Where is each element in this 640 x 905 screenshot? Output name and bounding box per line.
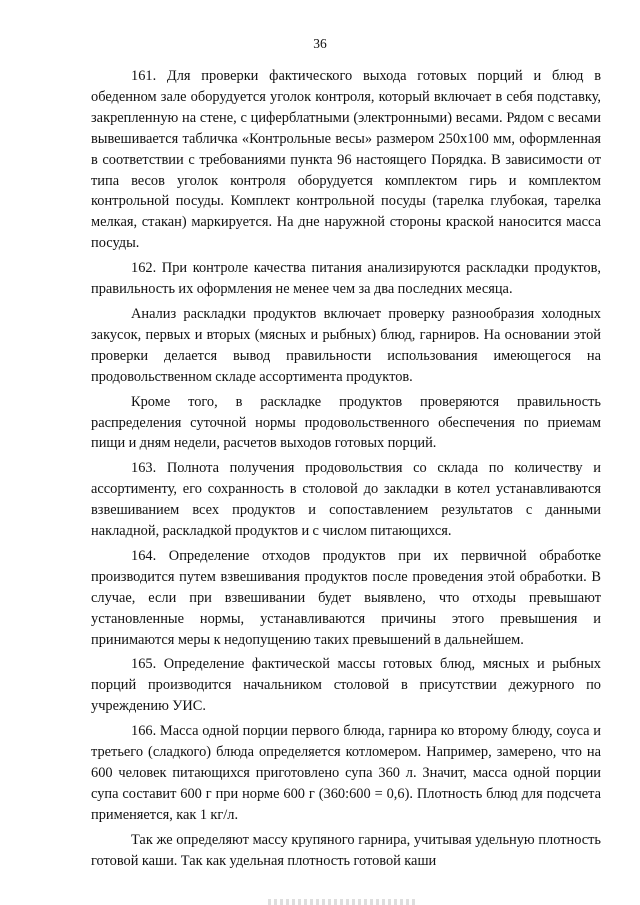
page-number: 36: [313, 36, 327, 51]
paragraph-165: 165. Определение фактической массы готовых блюд, мясных и рыбных порций производится начальником столовой в присутствии дежурного по учреждению УИС.: [91, 656, 601, 715]
paragraph-161: 161. Для проверки фактического выхода готовых порций и блюд в обеденном зале оборудуется уголок контроля, который включает в себя подставку, закрепленную на стене, с циферблатными (электронными) весами. Рядом с весами вывешивается табличка «Контрольные весы» размером 250x100 мм, оформленная в соответствии с требованиями пункта 96 настоящего Порядка. В зависимости от типа весов уголок контроля оборудуется комплектом гирь и комплектом контрольной посуды. Комплект контрольной посуды (тарелка глубокая, тарелка мелкая, стакан) маркируется. На дне наружной стороны краской наносится масса посуды.: [91, 68, 601, 252]
document-body: [91, 66, 601, 876]
paragraph-162: 162. При контроле качества питания анализируются раскладки продуктов, правильность их оформления не менее чем за два последних месяца.: [91, 260, 601, 298]
paragraph-layout-analysis: Анализ раскладки продуктов включает проверку разнообразия холодных закусок, первых и вторых (мясных и рыбных) блюд, гарниров. На основании этой проверки делается вывод правильности использования имеющегося на продовольственном складе ассортимента продуктов.: [91, 305, 601, 385]
paragraph-porridge-mass: Так же определяют массу крупяного гарнира, учитывая удельную плотность готовой каши. Так как удельная плотность готовой каши: [91, 831, 601, 869]
paragraph-layout-distribution: Кроме того, в раскладке продуктов проверяются правильность распределения суточной нормы продовольственного обеспечения по приемам пищи и дням недели, расчетов выходов готовых порций.: [91, 393, 601, 452]
paragraph-166: 166. Масса одной порции первого блюда, гарнира ко второму блюду, соуса и третьего (сладкого) блюда определяется котломером. Например, замерено, что на 600 человек питающихся приготовлено супа 360 л. Значит, масса одной порции супа составит 600 г при норме 600 г (360:600 = 0,6). Плотность блюд для подсчета применяется, как 1 кг/л.: [91, 723, 601, 823]
paragraph-163: 163. Полнота получения продовольствия со склада по количеству и ассортименту, его сохранность в столовой до закладки в котел устанавливаются взвешиванием всех продуктов и сопоставлением результатов с данными накладной, раскладкой продуктов и с числом питающихся.: [91, 460, 601, 540]
scan-edge-mark: [268, 899, 418, 905]
paragraph-164: 164. Определение отходов продуктов при их первичной обработке производится путем взвешивания продуктов после проведения этой обработки. В случае, если при взвешивании будет выявлено, что отходы превышают установленные нормы, устанавливаются причины этого превышения и принимаются меры к недопущению таких превышений в дальнейшем.: [91, 547, 601, 648]
